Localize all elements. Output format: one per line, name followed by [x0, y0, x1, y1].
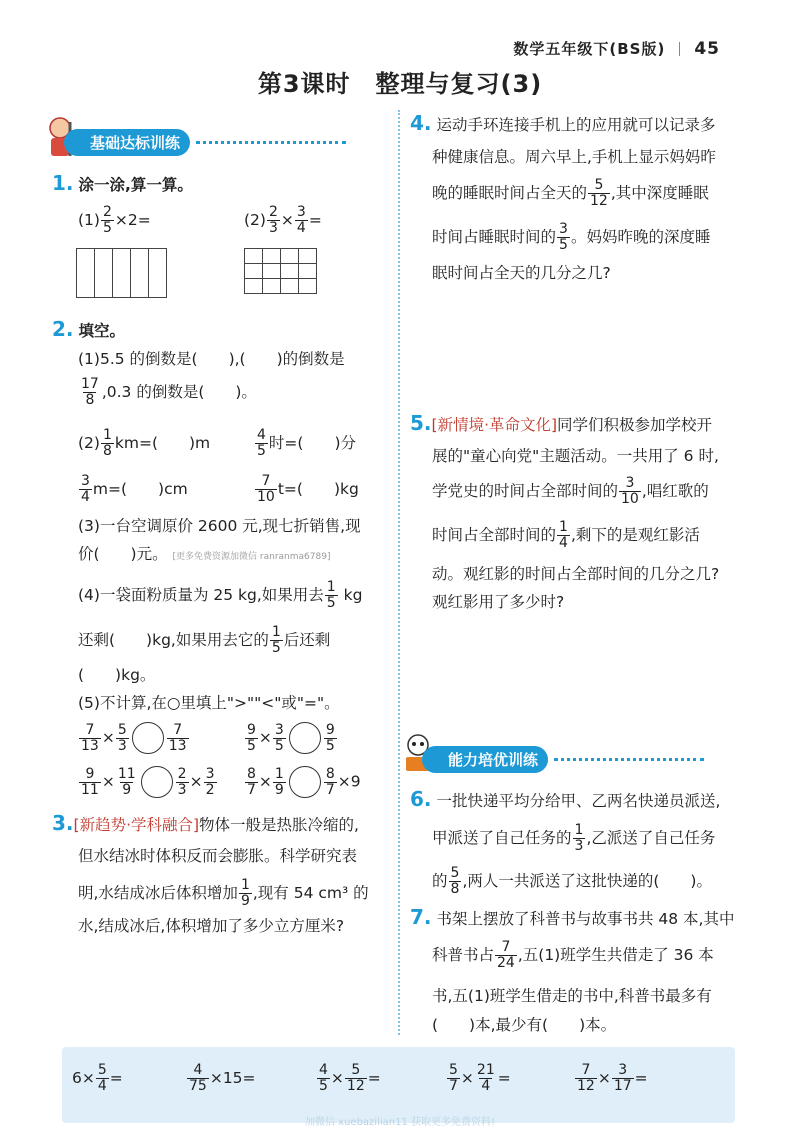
answer-circle[interactable] [289, 722, 321, 754]
answer-circle[interactable] [141, 766, 173, 798]
q2-part-1-line-2: $\frac{17}{8}$ ,0.3 的倒数是( )。 [81, 376, 257, 408]
question-4-line-1: 4. 运动手环连接手机上的应用就可以记录多 [410, 111, 716, 135]
question-6-line-2: 甲派送了自己任务的 $\frac{1}{3}$ ,乙派送了自己任务 [432, 822, 716, 854]
answer-circle[interactable] [132, 722, 164, 754]
calc-expr-1: 6× $\frac{5}{4}$ = [72, 1062, 123, 1094]
shading-grid-b[interactable] [244, 248, 317, 294]
q1-part-b: (2) $\frac{2}{3}$ × $\frac{3}{4}$ = [244, 204, 322, 236]
question-5-line-2: 展的"童心向党"主题活动。一共用了 6 时, [432, 447, 719, 465]
q2-part-2-a: (2) $\frac{1}{8}$ km=( )m [78, 427, 211, 459]
q2-part-5: (5)不计算,在○里填上">""<"或"="。 [78, 694, 340, 712]
q2-part-4-line-3: ( )kg。 [78, 666, 156, 684]
page-number: 45 [694, 39, 720, 59]
calc-expr-4: $\frac{5}{7}$ × $\frac{21}{4}$ = [449, 1062, 511, 1094]
question-text: 涂一涂,算一算。 [78, 176, 193, 194]
answer-circle[interactable] [289, 766, 321, 798]
question-5-line-4: 时间占全部时间的 $\frac{1}{4}$ ,剩下的是观红影活 [432, 519, 700, 551]
watermark-text: [更多免费资源加微信 ranranma6789] [172, 552, 331, 562]
question-7-line-3: 书,五(1)班学生借走的书中,科普书最多有 [432, 987, 712, 1005]
calc-expr-3: $\frac{4}{5}$ × $\frac{5}{12}$ = [319, 1062, 381, 1094]
question-4-line-5: 眠时间占全天的几分之几? [432, 264, 611, 282]
running-header [513, 38, 720, 59]
lesson-title: 第3课时 整理与复习(3) [257, 70, 543, 98]
column-divider [398, 110, 400, 1035]
question-3-line-4: 水,结成冰后,体积增加了多少立方厘米? [78, 917, 345, 935]
question-number: 1. [52, 171, 74, 195]
footer-watermark: 加微信 xuebazilian11 获取更多免费资料! [304, 1117, 496, 1128]
question-1 [52, 172, 193, 196]
q2-part-4-line-1: (4)一袋面粉质量为 25 kg,如果用去 $\frac{1}{5}$ kg [78, 579, 363, 611]
section-banner-advanced [422, 745, 704, 773]
question-5-line-6: 观红影用了多少时? [432, 593, 565, 611]
question-4-line-4: 时间占睡眠时间的 $\frac{3}{5}$ 。妈妈昨晚的深度睡 [432, 221, 711, 253]
question-3-line-1: 3.[新趋势·学科融合]物体一般是热胀冷缩的, [52, 811, 359, 835]
q2-part-2-b: $\frac{4}{5}$ 时=( )分 [257, 427, 357, 459]
question-5-line-3: 学党史的时间占全部时间的 $\frac{3}{10}$ ,唱红歌的 [432, 475, 709, 507]
compare-row-2b: $\frac{8}{7}$ × $\frac{1}{9}$ $\frac{8}{7}$ ×9 [247, 765, 361, 798]
q2-part-2-d: $\frac{7}{10}$ t=( )kg [257, 473, 359, 505]
shading-grid-a[interactable] [76, 248, 167, 298]
question-5-line-1: 5.[新情境·革命文化]同学们积极参加学校开 [410, 411, 713, 435]
q2-part-3-line-1: (3)一台空调原价 2600 元,现七折销售,现 [78, 517, 361, 535]
question-3-line-3: 明,水结成冰后体积增加 $\frac{1}{9}$ ,现有 54 cm³ 的 [78, 877, 369, 909]
question-3-line-2: 但水结冰时体积反而会膨胀。科学研究表 [78, 847, 358, 865]
q2-part-2-c: $\frac{3}{4}$ m=( )cm [81, 473, 188, 505]
question-7-line-4: ( )本,最少有( )本。 [432, 1016, 617, 1034]
q2-part-1-line-1: (1)5.5 的倒数是( ),( )的倒数是 [78, 350, 345, 368]
book-title: 数学五年级下(BS版) [513, 40, 666, 58]
q2-part-4-line-2: 还剩( )kg,如果用去它的 $\frac{1}{5}$ 后还剩 [78, 624, 331, 656]
question-6-line-1: 6. 一批快递平均分给甲、乙两名快递员派送, [410, 787, 721, 811]
question-7-line-1: 7. 书架上摆放了科普书与故事书共 48 本,其中 [410, 905, 735, 929]
mental-calc-strip [62, 1047, 735, 1123]
calc-expr-5: $\frac{7}{12}$ × $\frac{3}{17}$ = [577, 1062, 648, 1094]
section-label: 能力培优训练 [422, 746, 548, 773]
question-6-line-3: 的 $\frac{5}{8}$ ,两人一共派送了这批快递的( )。 [432, 865, 712, 897]
compare-row-1b: $\frac{9}{5}$ × $\frac{3}{5}$ $\frac{9}{5}$ [247, 721, 335, 754]
question-4-line-2: 种健康信息。周六早上,手机上显示妈妈昨 [432, 148, 716, 166]
question-7-line-2: 科普书占 $\frac{7}{24}$ ,五(1)班学生共借走了 36 本 [432, 939, 714, 971]
section-banner-basic [64, 128, 346, 156]
question-4-line-3: 晚的睡眠时间占全天的 $\frac{5}{12}$ ,其中深度睡眠 [432, 177, 709, 209]
question-5-line-5: 动。观红影的时间占全部时间的几分之几? [432, 565, 720, 583]
question-2: 2. 填空。 [52, 317, 125, 341]
compare-row-1a: $\frac{7}{13}$ × $\frac{5}{3}$ $\frac{7}{13}$ [81, 721, 187, 754]
question-tag: [新情境·革命文化] [431, 416, 558, 434]
compare-row-2a: $\frac{9}{11}$ × $\frac{11}{9}$ $\frac{2}{3}$ × $\frac{3}{2}$ [81, 765, 215, 798]
q2-part-3-line-2: 价( )元。 [更多免费资源加微信 ranranma6789] [78, 545, 331, 563]
section-label: 基础达标训练 [64, 129, 190, 156]
calc-expr-2: $\frac{4}{75}$ ×15= [189, 1062, 256, 1094]
q1-part-a: (1) $\frac{2}{5}$ ×2= [78, 204, 151, 236]
question-tag: [新趋势·学科融合] [73, 816, 200, 834]
